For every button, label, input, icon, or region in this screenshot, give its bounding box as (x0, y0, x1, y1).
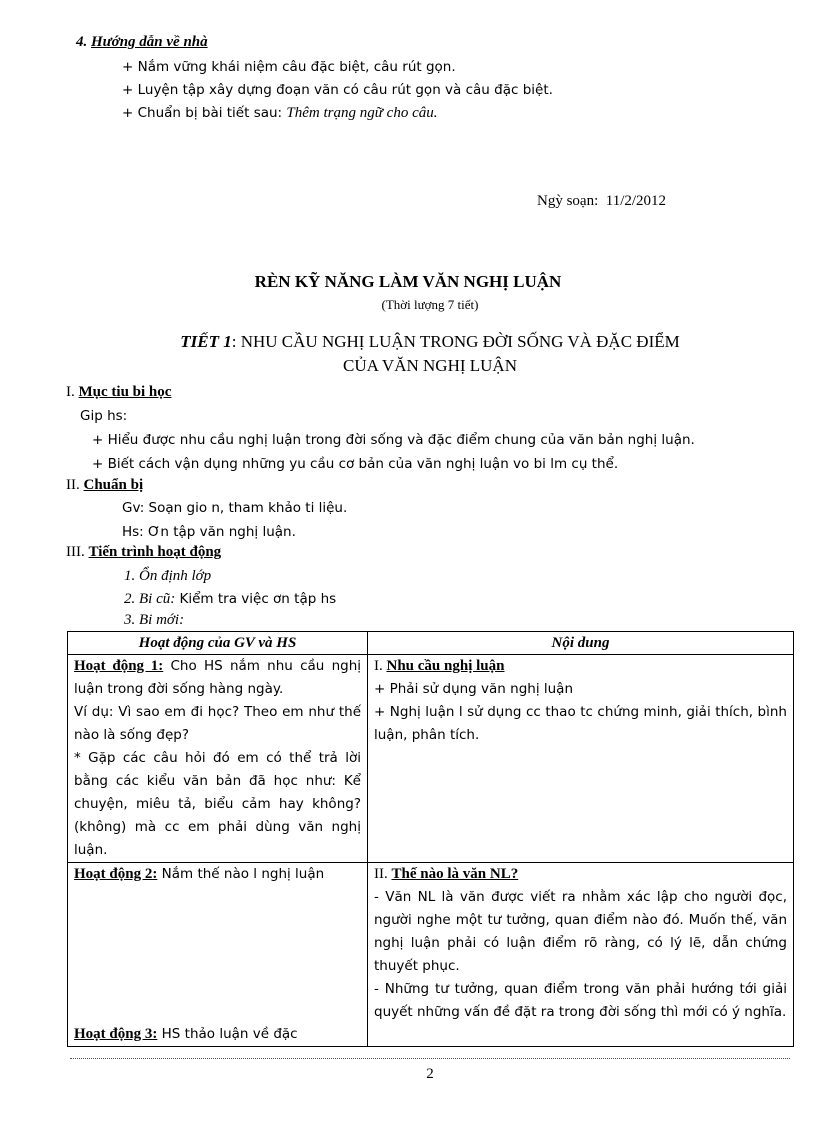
homework-item-2: + Luyện tập xây dựng đoạn văn có câu rút gọn và câu đặc biệt. (122, 82, 553, 98)
row1-activity-cell (68, 655, 368, 863)
section2-item-2: Hs: Ơn tập văn nghị luận. (122, 524, 296, 540)
lesson-title-text-1: : NHU CẦU NGHỊ LUẬN TRONG ĐỜI SỐNG VÀ ĐẶC ĐIỂM (231, 332, 680, 351)
activity-3-text: HS thảo luận về đặc (157, 1026, 298, 1042)
table-row (68, 655, 794, 863)
content-heading-2 (374, 863, 787, 886)
activity-3-label: Hoạt động 3: (74, 1026, 158, 1042)
content-1-item-2: + Nghị luận l sử dụng cc thao tc chứng minh, giải thích, bình luận, phân tích. (374, 704, 787, 743)
section3-step-2 (124, 590, 336, 608)
next-lesson-title: Thêm trạng ngữ cho câu. (286, 105, 438, 121)
homework-item-3-text: + Chuẩn bị bài tiết sau: (122, 105, 287, 121)
activity-table (67, 631, 794, 1047)
section1-heading (66, 384, 171, 401)
row2-activity-cell (68, 863, 368, 1047)
activity-1-label: Hoạt động 1: (74, 658, 164, 674)
section2-heading (66, 477, 143, 494)
col-header-content: Nội dung (368, 632, 794, 655)
homework-item-1: + Nắm vững khái niệm câu đặc biệt, câu rút gọn. (122, 59, 456, 75)
section2-num: II. (66, 477, 80, 493)
section3-title: Tiến trình hoạt động (88, 544, 222, 560)
activity-1-text: Cho HS nắm nhu cầu nghị luận trong đời sống hàng ngày. (74, 658, 361, 697)
step-2-text: Kiểm tra việc ơn tập hs (175, 591, 337, 607)
prepared-date (537, 193, 666, 210)
main-title: RÈN KỸ NĂNG LÀM VĂN NGHỊ LUẬN (254, 272, 562, 291)
homework-heading (76, 34, 208, 51)
note-paragraph: * Gặp các câu hỏi đó em có thể trả lời bằng các kiểu văn bản đã học như: Kể chuyện, miêu tả, biểu cảm hay không?(không) mà cc em phải dùng văn nghị luận. (74, 750, 361, 858)
homework-heading-num: 4. (76, 34, 88, 50)
section1-title: Mục tiu bi học (78, 384, 172, 400)
content-heading-1-num: I. (374, 658, 383, 674)
activity-3-paragraph (74, 1023, 361, 1046)
content-2-item-2: - Những tư tưởng, quan điểm trong văn phải hướng tới giải quyết những vấn đề đặt ra trong đời sống thì mới có ý nghĩa. (374, 981, 787, 1020)
lesson-label: TIẾT 1 (180, 332, 232, 351)
section1-item-2: + Biết cách vận dụng những yu cầu cơ bản của văn nghị luận vo bi lm cụ thể. (92, 456, 619, 472)
section1-item-1: + Hiểu được nhu cầu nghị luận trong đời sống và đặc điểm chung của văn bản nghị luận. (92, 432, 695, 448)
table-header-row (68, 632, 794, 655)
section3-num: III. (66, 544, 85, 560)
lesson-title-line1 (0, 332, 816, 352)
content-heading-2-text: Thế nào là văn NL? (391, 866, 519, 882)
activity-2-text: Nắm thế nào l nghị luận (157, 866, 325, 882)
content-1-item-1: + Phải sử dụng văn nghị luận (374, 681, 574, 697)
activity-1-paragraph (74, 655, 361, 701)
content-heading-1-text: Nhu cầu nghị luận (386, 658, 505, 674)
duration-subtitle: (Thời lượng 7 tiết) (381, 297, 479, 312)
row2-content-cell (368, 863, 794, 1047)
example-paragraph: Ví dụ: Vì sao em đi học? Theo em như thế nào là sống đẹp? (74, 704, 361, 743)
section3-heading (66, 544, 221, 561)
content-heading-2-num: II. (374, 866, 388, 882)
activity-2-paragraph (74, 863, 361, 886)
footer-divider (70, 1058, 790, 1059)
content-2-item-1: - Văn NL là văn được viết ra nhằm xác lập cho người đọc, người nghe một tư tưởng, quan điểm nào đó. Muốn thế, văn nghị luận phải có luận điểm rõ ràng, có lý lẽ, dẫn chứng thuyết phục. (374, 889, 787, 974)
page-number: 2 (426, 1066, 434, 1082)
step-1-label: 1. Ổn định lớp (124, 568, 212, 584)
prepared-date-value: 11/2/2012 (605, 193, 667, 209)
homework-heading-text: Hướng dẫn về nhà (91, 34, 208, 50)
col-header-activities: Hoạt động của GV và HS (68, 632, 368, 655)
prepared-date-label: Ngỳ soạn: (537, 193, 599, 209)
section1-num: I. (66, 384, 75, 400)
section2-title: Chuẩn bị (83, 477, 144, 493)
table-row (68, 863, 794, 1047)
step-3-label: 3. Bi mới: (124, 612, 185, 628)
content-heading-1 (374, 655, 787, 678)
lesson-title-line2: CỦA VĂN NGHỊ LUẬN (343, 356, 517, 375)
activity-2-label: Hoạt động 2: (74, 866, 158, 882)
homework-item-3 (122, 105, 438, 122)
section3-step-3 (124, 611, 184, 629)
row1-content-cell (368, 655, 794, 863)
step-2-label: 2. Bi cũ: (124, 591, 176, 607)
section3-step-1 (124, 567, 211, 585)
section1-intro: Gip hs: (80, 408, 128, 424)
section2-item-1: Gv: Soạn gio n, tham khảo ti liệu. (122, 500, 348, 516)
